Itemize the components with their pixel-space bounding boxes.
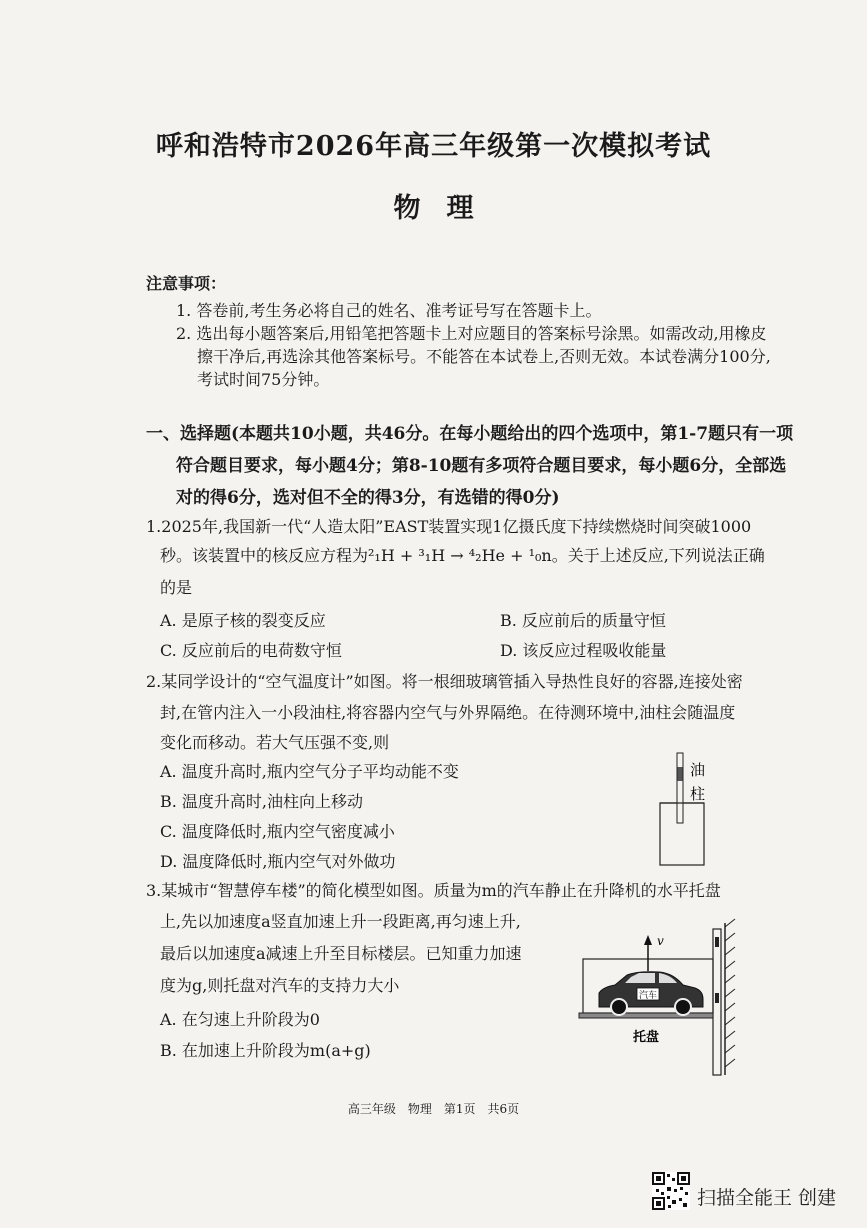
oil-label-1: 油 xyxy=(690,761,706,779)
notice-item-2-end: 考试时间75分钟。 xyxy=(197,370,330,389)
parking-lift-figure xyxy=(575,915,745,1080)
q1-stem-line-1: 1.2025年,我国新一代“人造太阳”EAST装置实现1亿摄氏度下持续燃烧时间突破1000 xyxy=(146,517,752,536)
q1-stem-line-2 xyxy=(160,546,765,566)
car-wheel-rear xyxy=(675,999,691,1015)
scanner-watermark: 扫描全能王 创建 xyxy=(697,1187,837,1209)
page-footer: 高三年级 物理 第1页 共6页 xyxy=(347,1102,520,1116)
notice-item-2-cont: 擦干净后,再选涂其他答案标号。不能答在本试卷上,否则无效。本试卷满分100分, xyxy=(197,347,771,366)
glass-tube xyxy=(677,753,683,823)
q3-option-b: B. 在加速上升阶段为m(a+g) xyxy=(160,1041,371,1060)
q1-option-c: C. 反应前后的电荷数守恒 xyxy=(160,641,342,660)
notice-item-2: 2. 选出每小题答案后,用铅笔把答题卡上对应题目的答案标号涂黑。如需改动,用橡皮 xyxy=(176,324,767,343)
section-1-line-2: 符合题目要求，每小题4分；第8-10题有多项符合题目要求，每小题6分，全部选 xyxy=(176,456,787,476)
q1-stem-post: 。关于上述反应,下列说法正确 xyxy=(551,546,765,565)
q2-stem-line-2: 封,在管内注入一小段油柱,将容器内空气与外界隔绝。在待测环境中,油柱会随温度 xyxy=(160,703,736,722)
wall-hatch xyxy=(725,919,735,1067)
exam-subject: 物理 xyxy=(393,193,500,224)
q3-stem-line-2: 上,先以加速度a竖直加速上升一段距离,再匀速上升, xyxy=(160,912,521,931)
q2-option-a: A. 温度升高时,瓶内空气分子平均动能不变 xyxy=(160,762,459,781)
q2-option-d: D. 温度降低时,瓶内空气对外做功 xyxy=(160,852,396,871)
q1-option-b: B. 反应前后的质量守恒 xyxy=(500,611,666,630)
q3-stem-line-4: 度为g,则托盘对汽车的支持力大小 xyxy=(160,976,400,995)
q1-stem-line-3: 的是 xyxy=(160,578,193,597)
car-label: 汽车 xyxy=(639,991,658,1001)
q2-option-c: C. 温度降低时,瓶内空气密度减小 xyxy=(160,822,395,841)
oil-label-2: 柱 xyxy=(690,785,706,803)
velocity-label: v xyxy=(657,934,664,948)
oil-column xyxy=(678,767,683,781)
q2-stem-line-1: 2.某同学设计的“空气温度计”如图。将一根细玻璃管插入导热性良好的容器,连接处密 xyxy=(146,672,743,691)
q3-stem-line-3: 最后以加速度a减速上升至目标楼层。已知重力加速 xyxy=(160,944,522,963)
q1-stem-pre: 秒。该装置中的核反应方程为 xyxy=(160,546,369,565)
nuclear-equation: ²₁H + ³₁H → ⁴₂He + ¹₀n xyxy=(368,546,552,565)
tray-label: 托盘 xyxy=(633,1030,660,1045)
q2-option-b: B. 温度升高时,油柱向上移动 xyxy=(160,792,364,811)
q2-stem-line-3: 变化而移动。若大气压强不变,则 xyxy=(160,733,390,752)
q1-option-a: A. 是原子核的裂变反应 xyxy=(160,611,326,630)
car-wheel-front xyxy=(611,999,627,1015)
q1-option-d: D. 该反应过程吸收能量 xyxy=(500,641,667,660)
exam-title: 呼和浩特市2026年高三年级第一次模拟考试 xyxy=(155,131,712,162)
section-1-heading: 一、选择题(本题共10小题，共46分。在每小题给出的四个选项中，第1-7题只有一项 xyxy=(146,424,794,444)
air-thermometer-figure xyxy=(640,745,730,870)
q3-stem-line-1: 3.某城市“智慧停车楼”的简化模型如图。质量为m的汽车静止在升降机的水平托盘 xyxy=(146,881,721,900)
tray xyxy=(579,1013,713,1018)
q3-option-a: A. 在匀速上升阶段为0 xyxy=(160,1010,320,1029)
notice-heading: 注意事项： xyxy=(146,274,227,293)
section-1-line-3: 对的得6分，选对但不全的得3分，有选错的得0分) xyxy=(176,488,560,508)
qr-code-icon xyxy=(652,1172,690,1210)
notice-item-1: 1. 答卷前,考生务必将自己的姓名、准考证号写在答题卡上。 xyxy=(176,301,602,320)
